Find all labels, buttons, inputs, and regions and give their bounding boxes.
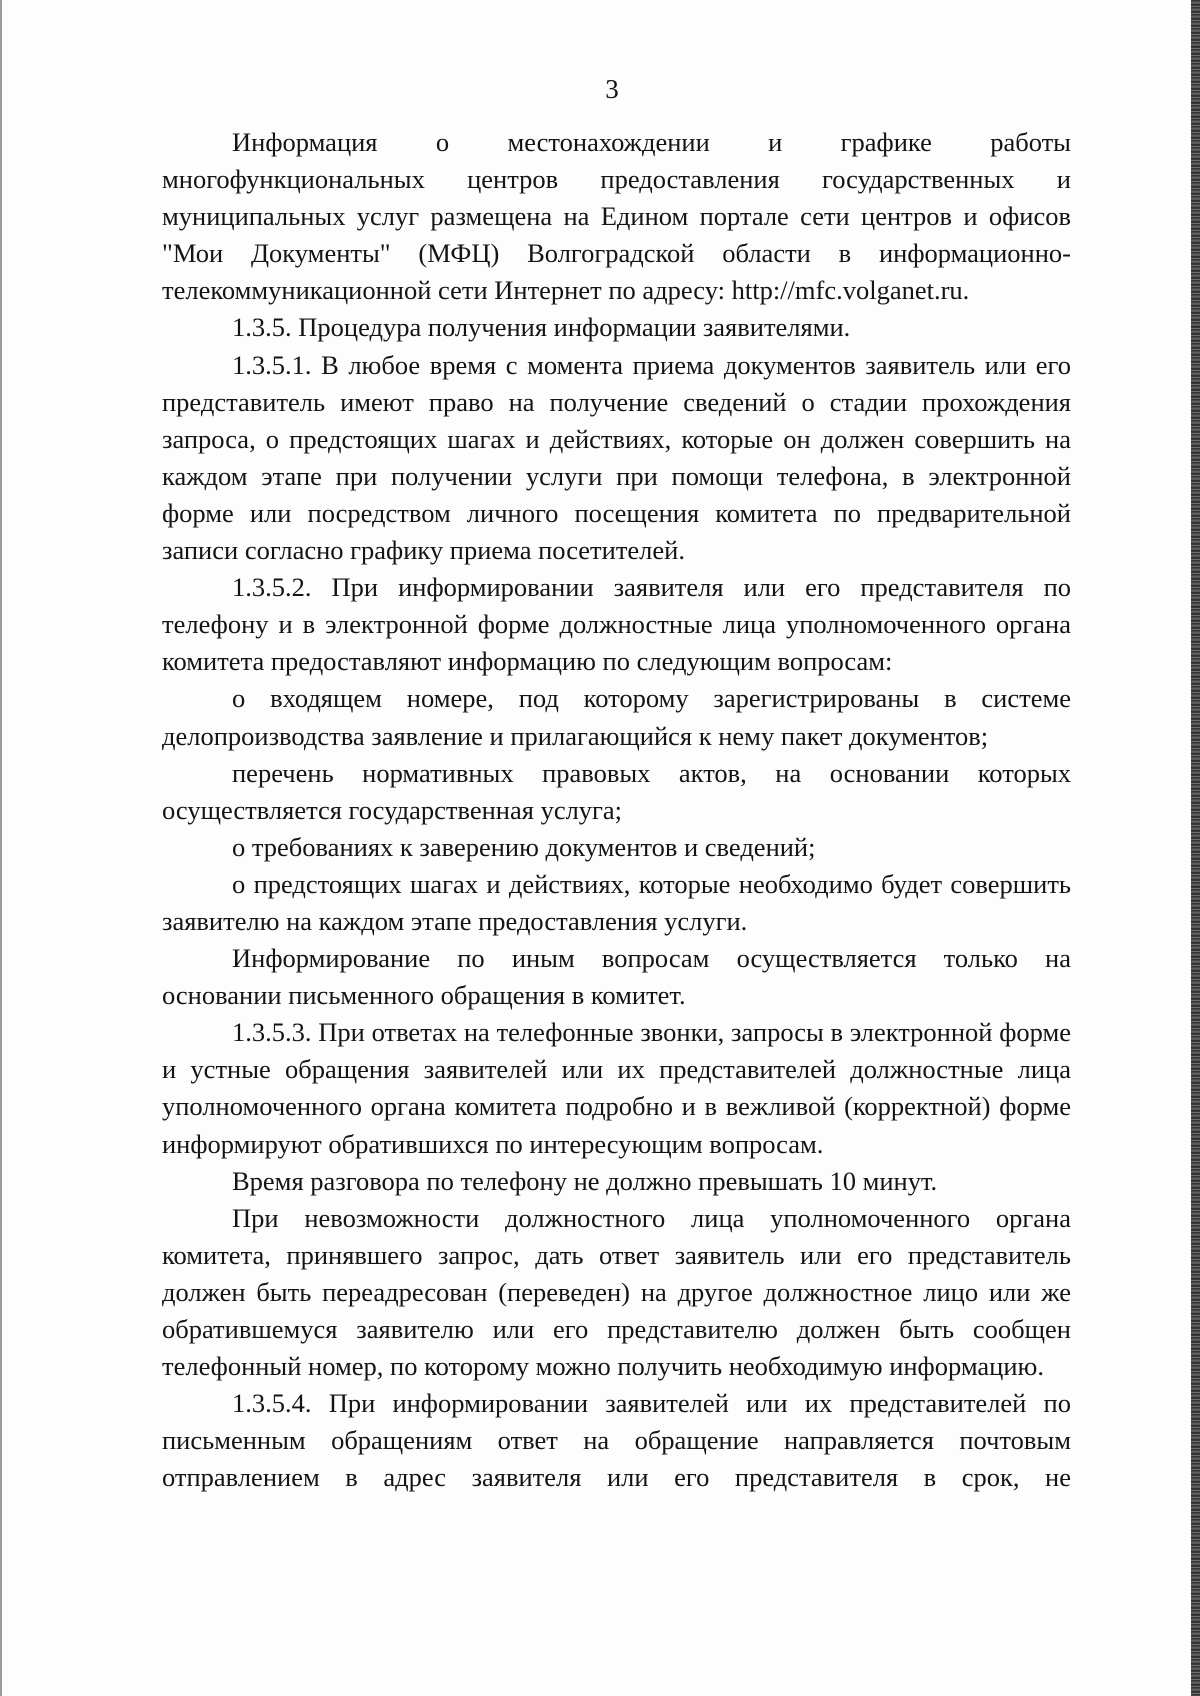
scan-edge-shadow <box>1191 0 1200 1696</box>
paragraph-redirect: При невозможности должностного лица уполномоченного органа комитета, принявшего запрос, дать ответ заявитель или его представитель должен быть переадресован (переведен) на другое должностное лицо или же обратившемуся заявителю или его представителю должен быть сообщен телефонный номер, по которому можно получить необходимую информацию. <box>162 1202 1071 1382</box>
paragraph-mfc-info: Информация о местонахождении и графике работы многофункциональных центров предоставления государственных и муниципальных услуг размещена на Едином портале сети центров и офисов "Мои Документы" (МФЦ) Волгоградской области в информационно-телекоммуникационной сети Интернет по адресу: http://mfc.volganet.ru. <box>162 127 1071 306</box>
paragraph-other-questions: Информирование по иным вопросам осуществляется только на основании письменного обращения в комитет. <box>162 943 1071 1011</box>
paragraph-1-3-5-2: 1.3.5.2. При информировании заявителя или его представителя по телефону и в электронной форме должностные лица уполномоченного органа комитета предоставляют информацию по следующим вопросам: <box>162 572 1071 677</box>
paragraph-1-3-5-3: 1.3.5.3. При ответах на телефонные звонки, запросы в электронной форме и устные обращения заявителей или их представителей должностные лица уполномоченного органа комитета подробно и в вежливой (корректной) форме информируют обратившихся по интересующим вопросам. <box>162 1017 1071 1159</box>
paragraph-1-3-5-4: 1.3.5.4. При информировании заявителей или их представителей по письменным обращениям ответ на обращение направляется почтовым отправлением в адрес заявителя или его представителя в срок, не <box>162 1388 1071 1493</box>
page-number: 3 <box>605 74 619 104</box>
paragraph-certification: о требованиях к заверению документов и сведений; <box>232 831 816 862</box>
document-body <box>162 124 1071 1496</box>
paragraph-next-steps: о предстоящих шагах и действиях, которые необходимо будет совершить заявителю на каждом этапе предоставления услуги. <box>162 868 1071 936</box>
paragraph-1-3-5: 1.3.5. Процедура получения информации заявителями. <box>232 312 851 343</box>
paragraph-call-duration: Время разговора по телефону не должно превышать 10 минут. <box>232 1165 938 1196</box>
paragraph-legal-acts: перечень нормативных правовых актов, на основании которых осуществляется государственная услуга; <box>162 757 1071 825</box>
paragraph-incoming-number: о входящем номере, под которому зарегистрированы в системе делопроизводства заявление и прилагающийся к нему пакет документов; <box>162 683 1071 751</box>
paragraph-1-3-5-1: 1.3.5.1. В любое время с момента приема документов заявитель или его представитель имеют право на получение сведений о стадии прохождения запроса, о предстоящих шагах и действиях, которые он должен совершить на каждом этапе при получении услуги при помощи телефона, в электронной форме или посредством личного посещения комитета по предварительной записи согласно графику приема посетителей. <box>162 349 1071 566</box>
